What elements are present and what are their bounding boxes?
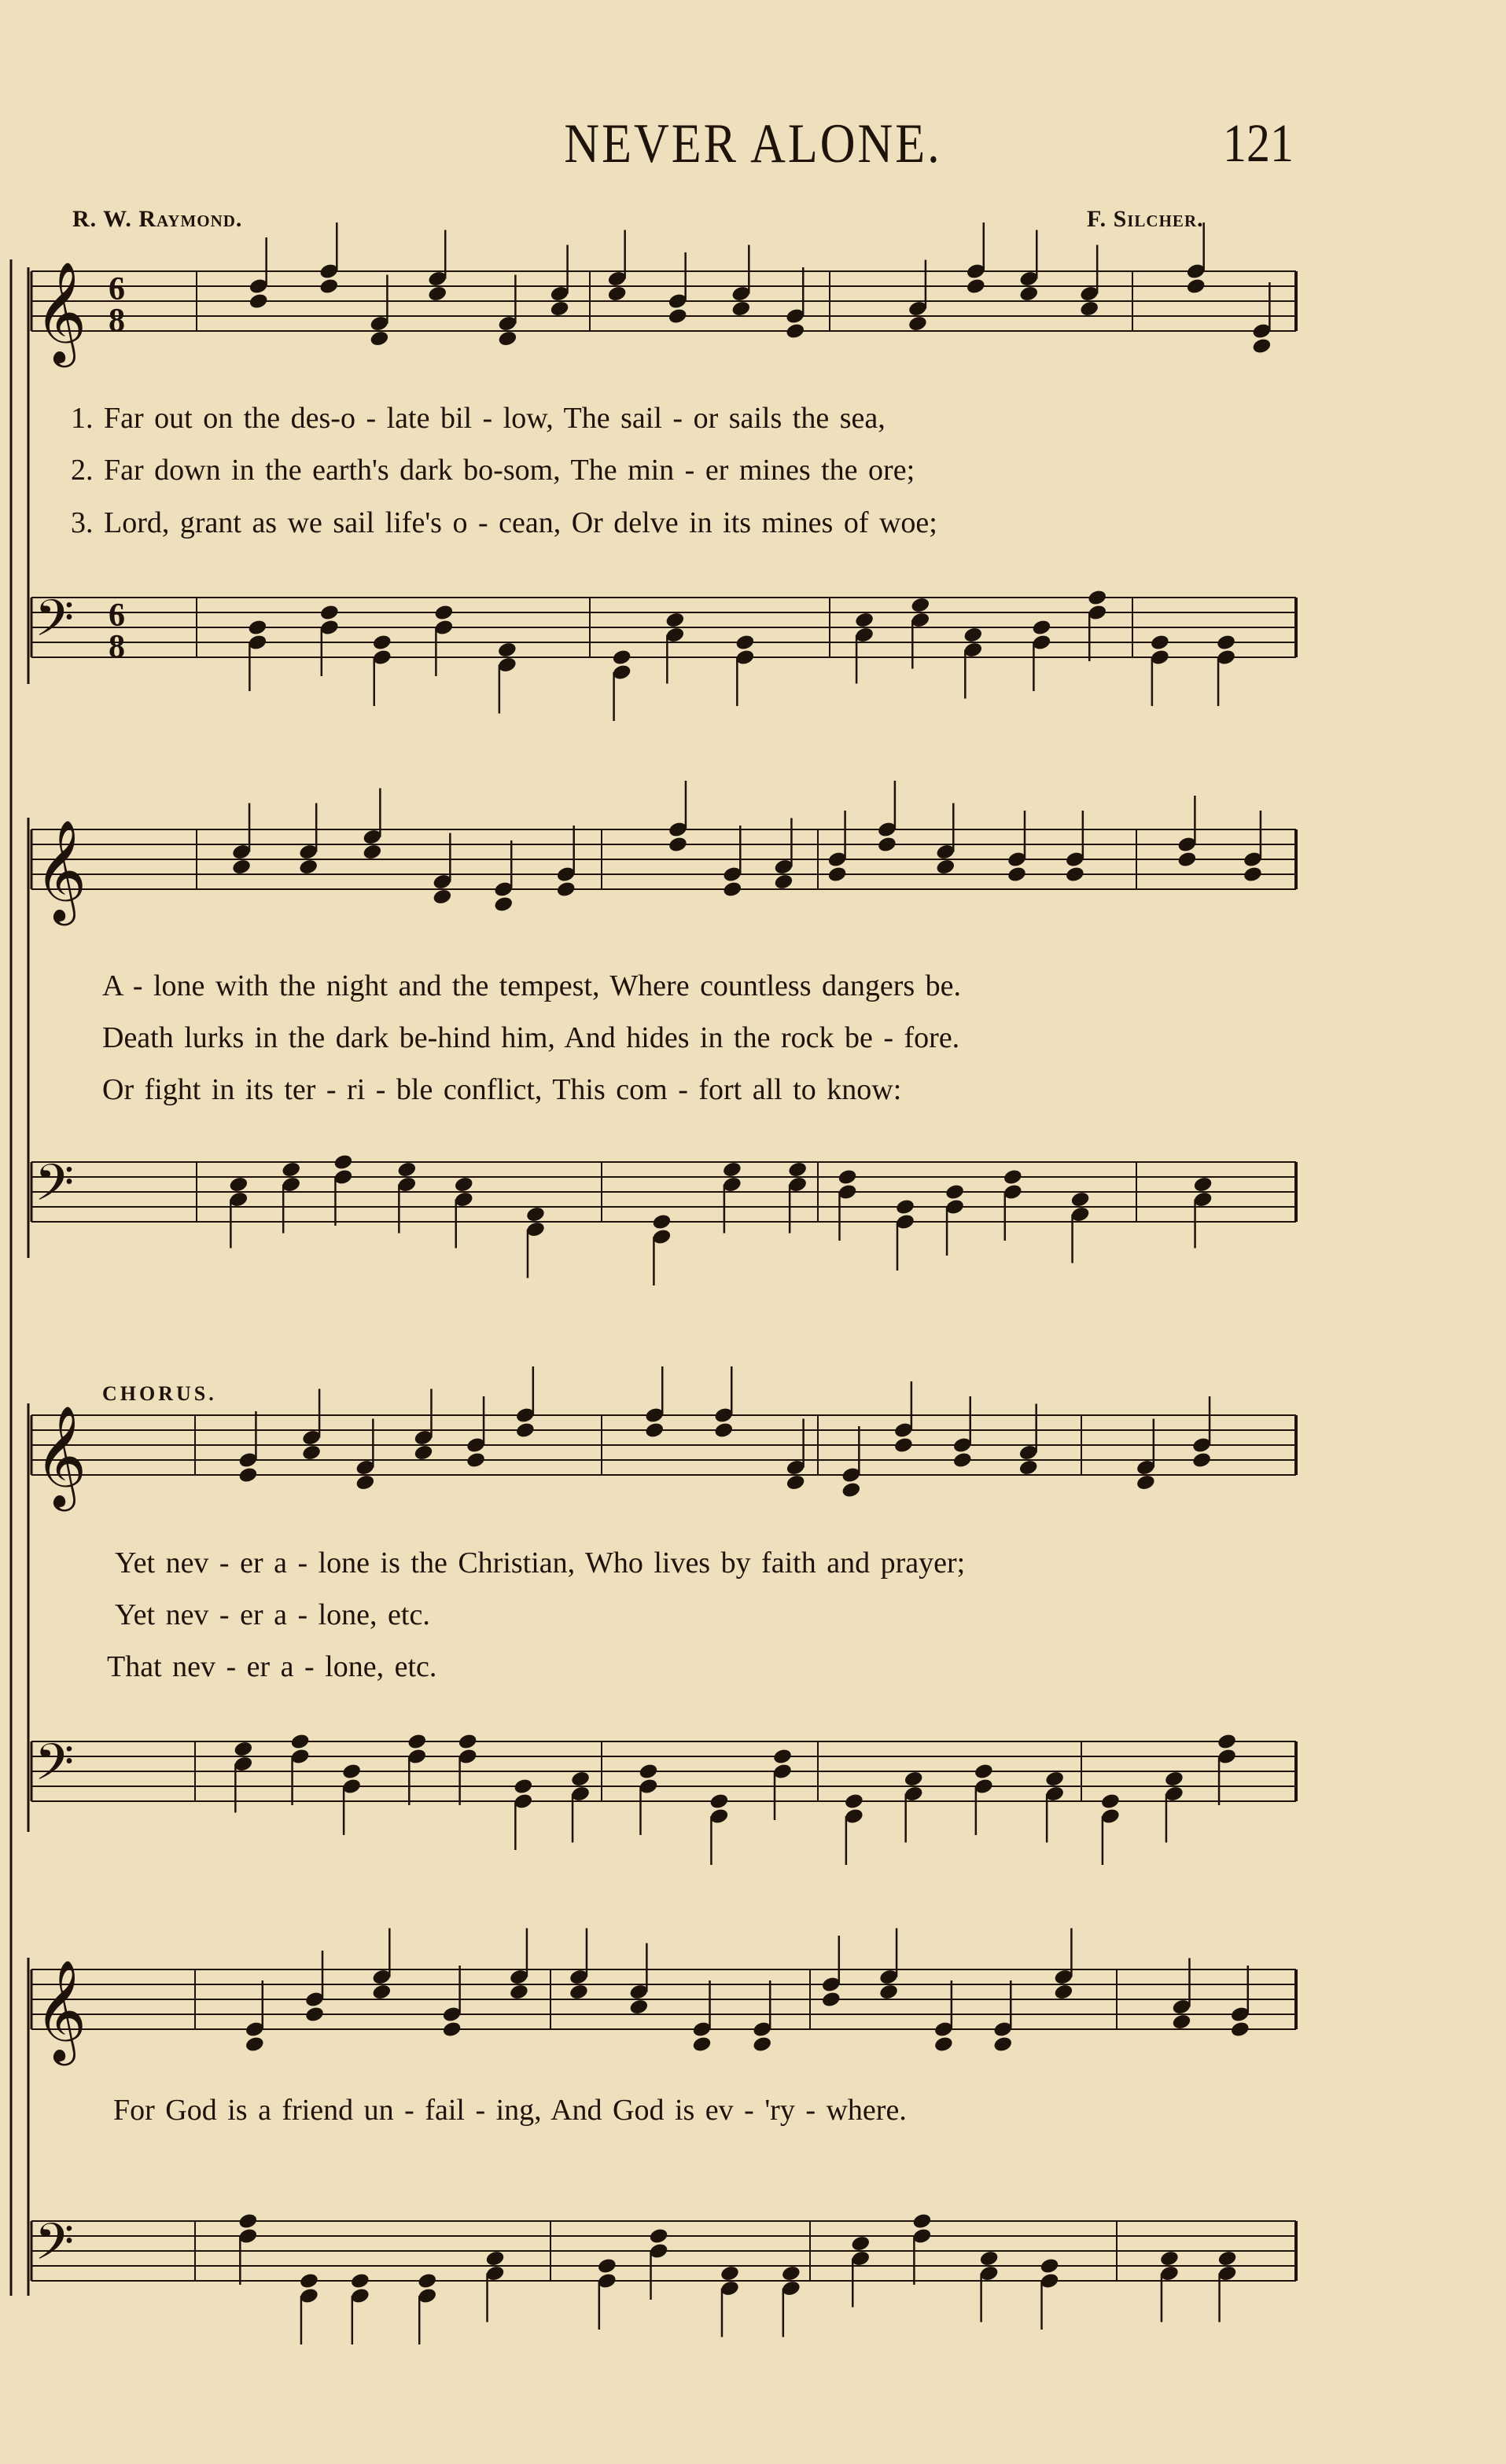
notehead <box>1176 851 1197 869</box>
notehead <box>612 649 632 667</box>
notehead <box>911 2212 932 2230</box>
notehead <box>466 1451 486 1469</box>
notehead <box>597 2257 617 2275</box>
composer-credit: F. Silcher. <box>1087 206 1204 232</box>
notehead <box>648 2227 668 2245</box>
notehead <box>877 836 897 854</box>
notehead <box>427 285 447 303</box>
treble-clef: 𝄞 <box>35 819 87 921</box>
notehead <box>369 329 389 348</box>
verse-line: Or fight in its ter - ri - ble conflict, This com - fort all to know: <box>102 1073 902 1106</box>
notehead <box>854 611 875 629</box>
notehead <box>549 300 569 318</box>
notehead <box>1159 2249 1180 2267</box>
notehead <box>515 1421 536 1440</box>
treble-time-signature-top: 6 <box>109 271 125 307</box>
bass-time-signature-top: 6 <box>109 598 125 634</box>
notehead <box>289 1733 310 1751</box>
treble-clef: 𝄞 <box>35 1959 87 2061</box>
chorus-line: Yet nev - er a - lone, etc. <box>115 1598 430 1631</box>
notehead <box>952 1451 973 1469</box>
notehead <box>709 1793 729 1811</box>
notehead <box>237 1466 258 1484</box>
chorus-label: CHORUS. <box>102 1382 217 1405</box>
bass-clef: 𝄢 <box>35 1734 75 1804</box>
notehead <box>1217 1733 1237 1751</box>
notehead <box>1018 285 1039 303</box>
notehead <box>497 329 517 348</box>
notehead <box>786 1473 806 1491</box>
notehead <box>407 1733 427 1751</box>
notehead <box>966 278 986 296</box>
notehead <box>1003 1168 1023 1186</box>
chorus-line: That nev - er a - lone, etc. <box>107 1650 437 1683</box>
notehead <box>341 1763 362 1781</box>
notehead <box>1053 1983 1073 2001</box>
notehead <box>281 1160 301 1179</box>
notehead <box>350 2272 370 2290</box>
notehead <box>432 888 452 906</box>
notehead <box>231 858 252 876</box>
notehead <box>773 873 794 891</box>
notehead <box>668 836 688 854</box>
notehead <box>458 1733 478 1751</box>
notehead <box>1216 634 1236 652</box>
notehead <box>781 2264 801 2282</box>
notehead <box>844 1793 864 1811</box>
notehead <box>878 1983 899 2001</box>
notehead <box>963 626 983 644</box>
notehead <box>396 1160 417 1179</box>
notehead <box>1171 2013 1191 2031</box>
notehead <box>974 1763 994 1781</box>
notehead <box>841 1481 861 1499</box>
notehead <box>1044 1770 1065 1788</box>
notehead <box>651 1213 672 1231</box>
notehead <box>720 2264 740 2282</box>
lyricist-credit: R. W. Raymond. <box>72 206 243 232</box>
verse-line: A - lone with the night and the tempest, Where countless dangers be. <box>102 969 962 1002</box>
notehead <box>691 2036 712 2054</box>
notehead <box>752 2036 772 2054</box>
notehead <box>433 604 454 622</box>
notehead <box>910 596 930 614</box>
page-number: 121 <box>1223 112 1294 173</box>
notehead <box>1100 1793 1121 1811</box>
notehead <box>301 1443 322 1462</box>
verse-line: Death lurks in the dark be-hind him, And hides in the rock be - fore. <box>102 1021 960 1054</box>
notehead <box>1193 1175 1213 1193</box>
notehead <box>735 634 755 652</box>
notehead <box>299 2272 319 2290</box>
notehead <box>713 1421 734 1440</box>
notehead <box>228 1175 249 1193</box>
verse-line: 2. Far down in the earth's dark bo-som, The min - er mines the ore; <box>71 454 915 487</box>
hymn-title: NEVER ALONE. <box>564 112 942 175</box>
notehead <box>509 1983 529 2001</box>
notehead <box>525 1205 546 1223</box>
verse-line: 3. Lord, grant as we sail life's o - cean, Or delve in its mines of woe; <box>71 506 937 539</box>
notehead <box>979 2249 1000 2267</box>
notehead <box>628 1998 649 2016</box>
notehead <box>319 278 339 296</box>
notehead <box>638 1763 658 1781</box>
notehead <box>245 2036 265 2054</box>
notehead <box>442 2021 462 2039</box>
notehead <box>722 881 742 899</box>
notehead <box>319 604 340 622</box>
notehead <box>233 1740 253 1758</box>
notehead <box>827 866 848 884</box>
notehead <box>787 1160 808 1179</box>
notehead <box>362 843 382 861</box>
notehead <box>1186 278 1206 296</box>
notehead <box>556 881 576 899</box>
notehead <box>1018 1458 1039 1477</box>
notehead <box>821 1991 841 2009</box>
notehead <box>772 1748 793 1766</box>
treble-clef: 𝄞 <box>35 1405 87 1507</box>
bass-clef: 𝄢 <box>35 2213 75 2284</box>
notehead <box>722 1160 742 1179</box>
notehead <box>1136 1473 1156 1491</box>
notehead <box>1164 1770 1184 1788</box>
notehead <box>454 1175 474 1193</box>
treble-time-signature-bottom: 8 <box>109 303 125 339</box>
notehead <box>247 619 267 637</box>
notehead <box>570 1770 591 1788</box>
notehead <box>1039 2257 1059 2275</box>
notehead <box>607 285 628 303</box>
notehead <box>497 641 517 659</box>
chorus-line: For God is a friend un - fail - ing, And God is ev - 'ry - where. <box>113 2094 907 2127</box>
notehead <box>785 322 805 340</box>
notehead <box>944 1183 965 1201</box>
notehead <box>1079 300 1099 318</box>
chorus-line: Yet nev - er a - lone is the Christian, Who lives by faith and prayer; <box>115 1546 966 1580</box>
notehead <box>665 611 685 629</box>
notehead <box>298 858 319 876</box>
notehead <box>484 2249 505 2267</box>
notehead <box>935 858 956 876</box>
notehead <box>372 634 392 652</box>
notehead <box>1191 1451 1212 1469</box>
notehead <box>493 895 514 914</box>
verse-line: 1. Far out on the des-o - late bil - low, The sail - or sails the sea, <box>71 402 886 435</box>
notehead <box>904 1770 924 1788</box>
notehead <box>1217 2249 1237 2267</box>
notehead <box>644 1421 665 1440</box>
notehead <box>1031 619 1051 637</box>
notehead <box>355 1473 375 1491</box>
notehead <box>1065 866 1085 884</box>
notehead <box>1070 1190 1090 1208</box>
treble-clef: 𝄞 <box>35 261 87 363</box>
notehead <box>933 2036 954 2054</box>
notehead <box>237 2212 258 2230</box>
notehead <box>837 1168 857 1186</box>
notehead <box>992 2036 1013 2054</box>
notehead <box>333 1153 353 1171</box>
notehead <box>417 2272 437 2290</box>
notehead <box>893 1436 914 1454</box>
notehead <box>850 2234 871 2253</box>
notehead <box>908 314 928 333</box>
bass-time-signature-bottom: 8 <box>109 629 125 665</box>
notehead <box>304 2006 325 2024</box>
notehead <box>249 292 269 311</box>
notehead <box>1087 589 1107 607</box>
notehead <box>1251 337 1272 355</box>
notehead <box>731 300 751 318</box>
notehead <box>413 1443 433 1462</box>
bass-clef: 𝄢 <box>35 1154 75 1225</box>
notehead <box>371 1983 392 2001</box>
notehead <box>569 1983 589 2001</box>
notehead <box>513 1778 533 1796</box>
notehead <box>668 307 688 325</box>
notehead <box>895 1198 915 1216</box>
notehead <box>1230 2021 1250 2039</box>
bass-clef: 𝄢 <box>35 590 75 660</box>
notehead <box>1007 866 1027 884</box>
notehead <box>1150 634 1170 652</box>
notehead <box>1243 866 1263 884</box>
